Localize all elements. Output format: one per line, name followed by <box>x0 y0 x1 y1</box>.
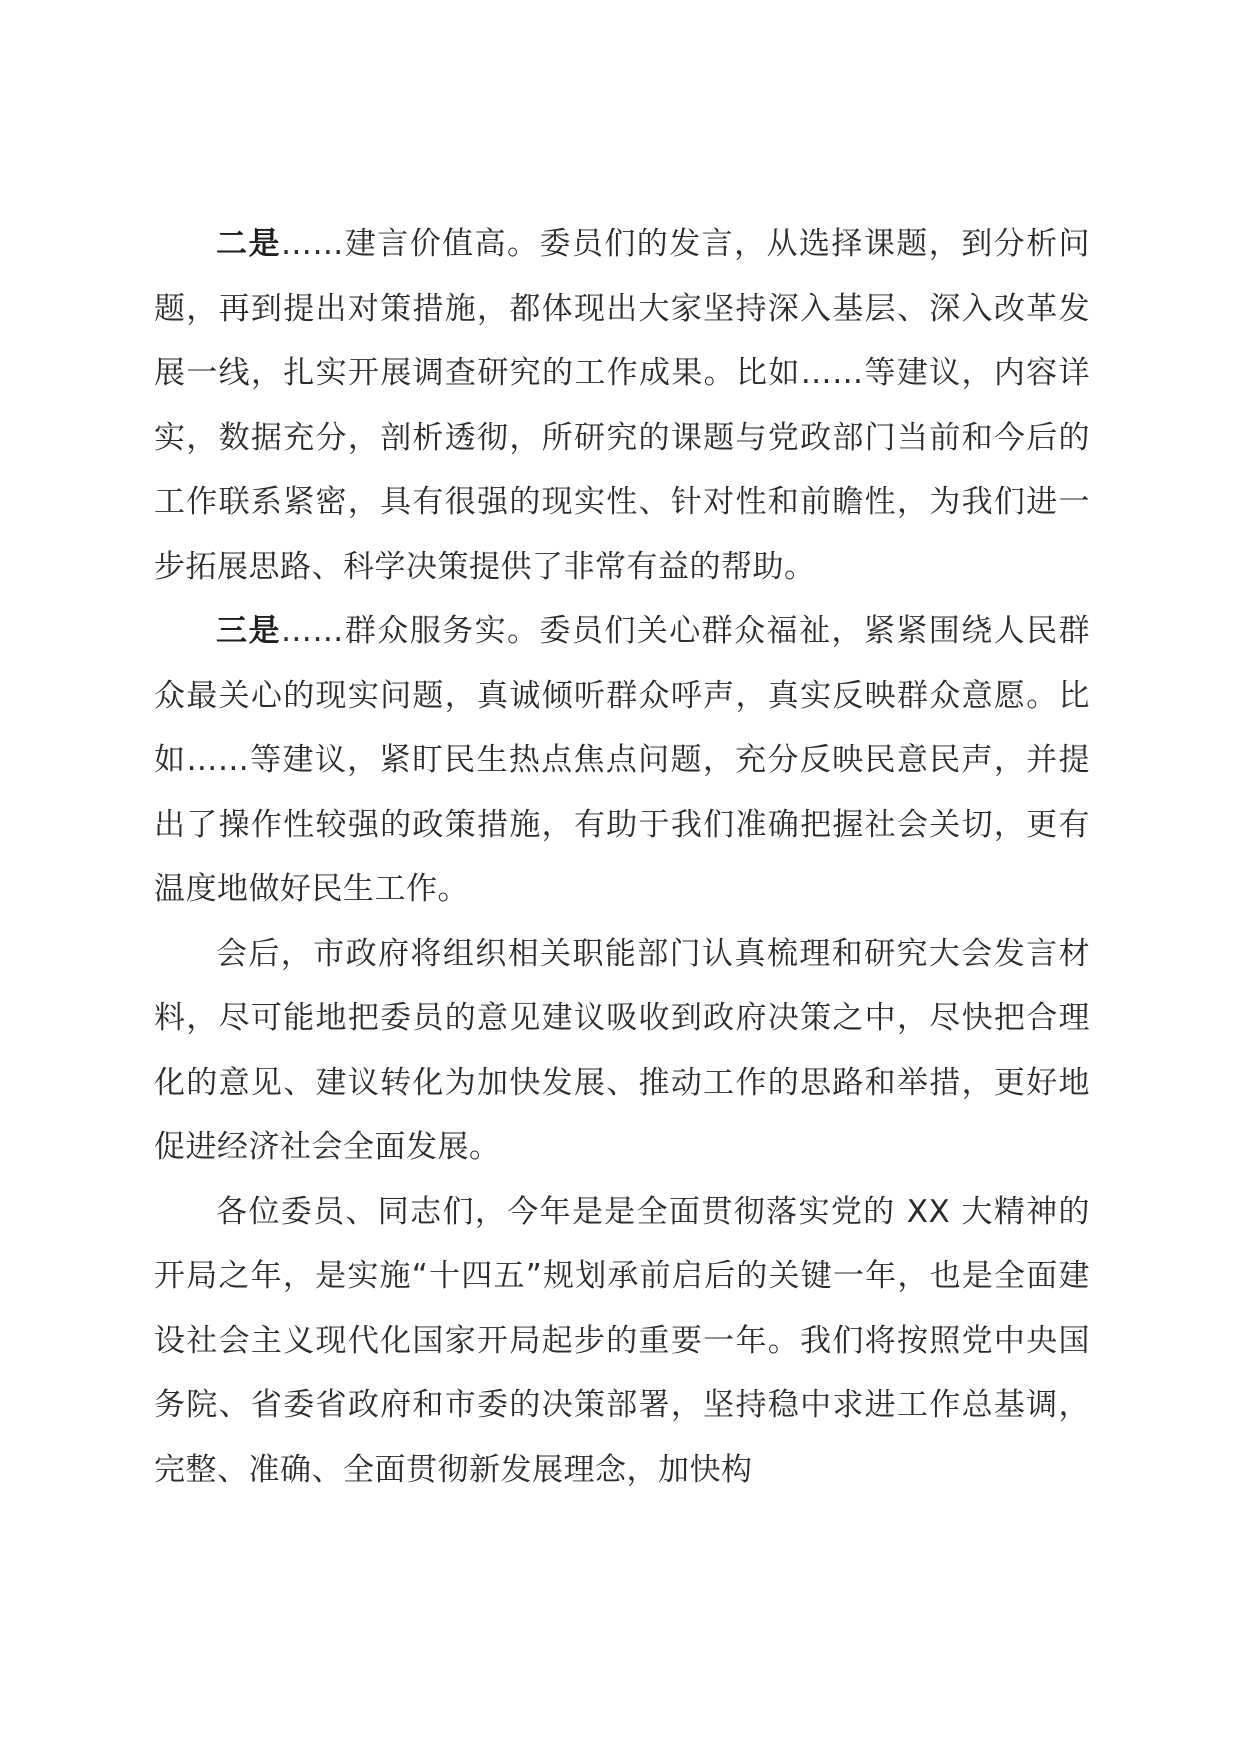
document-body <box>154 212 1090 1502</box>
paragraph-second-point <box>154 212 1090 599</box>
paragraph-text: ……建言价值高。委员们的发言，从选择课题，到分析问题，再到提出对策措施，都体现出大家坚持深入基层、深入改革发展一线，扎实开展调查研究的工作成果。比如……等建议，内容详实，数据充分，剖析透彻，所研究的课题与党政部门当前和今后的工作联系紧密，具有很强的现实性、针对性和前瞻性，为我们进一步拓展思路、科学决策提供了非常有益的帮助。 <box>154 226 1091 585</box>
paragraph-lead: 二是 <box>216 226 281 262</box>
paragraph-third-point <box>154 599 1090 922</box>
paragraph-text: 各位委员、同志们，今年是是全面贯彻落实党的 XX 大精神的开局之年，是实施“十四五”规划承前启后的关键一年，也是全面建设社会主义现代化国家开局起步的重要一年。我们将按照党中央国务院、省委省政府和市委的决策部署，坚持稳中求进工作总基调，完整、准确、全面贯彻新发展理念，加快构 <box>154 1193 1090 1488</box>
paragraph-text: ……群众服务实。委员们关心群众福祉，紧紧围绕人民群众最关心的现实问题，真诚倾听群众呼声，真实反映群众意愿。比如……等建议，紧盯民生热点焦点问题，充分反映民意民声，并提出了操作性较强的政策措施，有助于我们准确把握社会关切，更有温度地做好民生工作。 <box>154 613 1091 907</box>
paragraph-lead: 三是 <box>216 613 281 649</box>
paragraph-text: 会后，市政府将组织相关职能部门认真梳理和研究大会发言材料，尽可能地把委员的意见建议吸收到政府决策之中，尽快把合理化的意见、建议转化为加快发展、推动工作的思路和举措，更好地促进经济社会全面发展。 <box>154 935 1090 1165</box>
paragraph-address <box>154 1180 1090 1503</box>
paragraph-after-meeting <box>154 922 1090 1180</box>
